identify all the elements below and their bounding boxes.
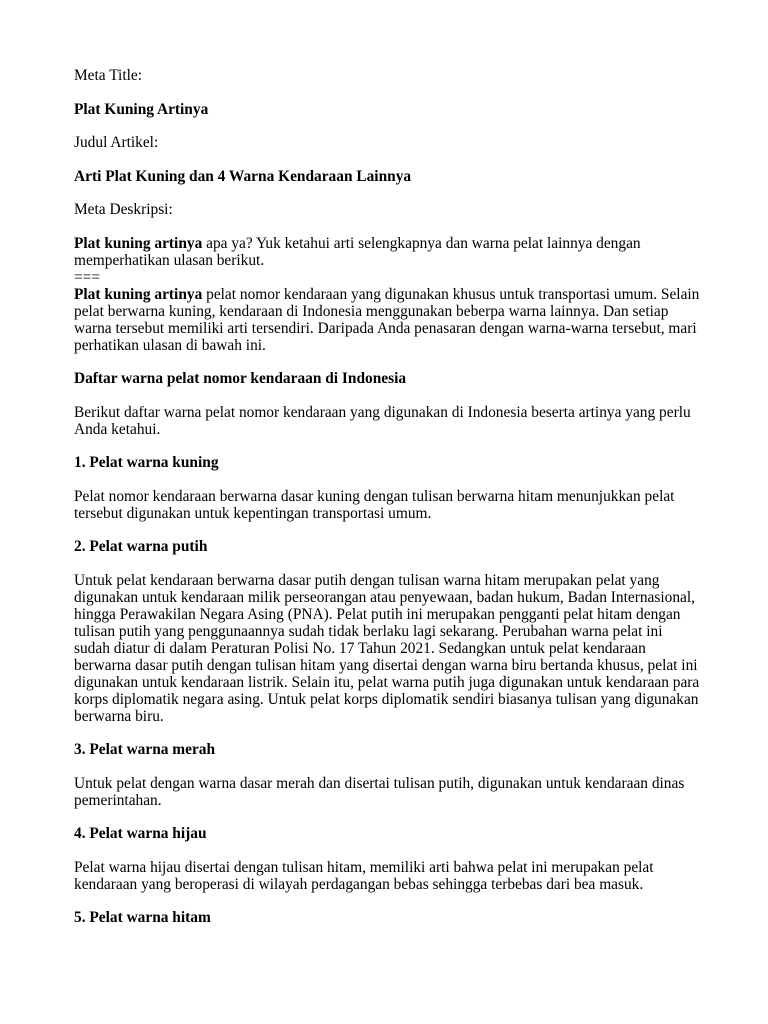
section-body-red: Untuk pelat dengan warna dasar merah dan disertai tulisan putih, digunakan untuk kendaraan dinas pemerintahan. xyxy=(74,774,685,809)
section-heading-yellow: 1. Pelat warna kuning xyxy=(74,454,219,471)
meta-title: Plat Kuning Artinya xyxy=(74,100,209,118)
section-body-white: Untuk pelat kendaraan berwarna dasar putih dengan tulisan warna hitam merupakan pelat yang digunakan untuk kendaraan milik perseorangan atau penyewaan, badan hukum, Badan Internasional, hingga Perawakilan Negara Asing (PNA). Pelat putih ini merupakan pengganti pelat hitam dengan tulisan putih yang penggunaannya sudah tidak berlaku lagi sekarang. Perubahan warna pelat ini sudah diatur di dalam Peraturan Polisi No. 17 Tahun 2021. Sedangkan untuk pelat kendaraan berwarna dasar putih dengan tulisan hitam yang disertai dengan warna biru bertanda khusus, pelat ini digunakan untuk kendaraan listrik. Selain itu, pelat warna putih juga digunakan untuk kendaraan para korps diplomatik negara asing. Untuk pelat korps diplomatik sendiri biasanya tulisan yang digunakan berwarna biru. xyxy=(74,571,700,725)
section-body-yellow: Pelat nomor kendaraan berwarna dasar kuning dengan tulisan berwarna hitam menunjukkan pelat tersebut digunakan untuk kepentingan transportasi umum. xyxy=(74,487,675,522)
meta-description-keyword: Plat kuning artinya xyxy=(74,234,203,252)
document-page xyxy=(74,67,700,943)
article-title-label: Judul Artikel: xyxy=(74,134,159,151)
meta-description xyxy=(74,235,700,269)
intro-keyword: Plat kuning artinya xyxy=(74,285,203,303)
section-heading-white: 2. Pelat warna putih xyxy=(74,538,208,555)
section-body-green: Pelat warna hijau disertai dengan tulisan hitam, memiliki arti bahwa pelat ini merupakan pelat kendaraan yang beroperasi di wilayah perdagangan bebas sehingga terbebas dari bea masuk. xyxy=(74,858,654,893)
meta-description-label: Meta Deskripsi: xyxy=(74,201,173,218)
meta-description-text: apa ya? Yuk ketahui arti selengkapnya dan warna pelat lainnya dengan memperhatikan ulasan berikut. xyxy=(74,234,641,269)
list-intro: Berikut daftar warna pelat nomor kendaraan yang digunakan di Indonesia beserta artinya yang perlu Anda ketahui. xyxy=(74,403,691,438)
article-title: Arti Plat Kuning dan 4 Warna Kendaraan Lainnya xyxy=(74,167,412,185)
intro-text: pelat nomor kendaraan yang digunakan khusus untuk transportasi umum. Selain pelat berwarna kuning, kendaraan di Indonesia menggunakan beberpa warna lainnya. Dan setiap warna tersebut memiliki arti tersendiri. Daripada Anda penasaran dengan warna-warna tersebut, mari perhatikan ulasan di bawah ini. xyxy=(74,285,700,354)
section-heading-black: 5. Pelat warna hitam xyxy=(74,909,211,926)
intro-paragraph xyxy=(74,286,700,354)
meta-title-label: Meta Title: xyxy=(74,67,142,84)
separator: === xyxy=(74,268,101,286)
list-heading: Daftar warna pelat nomor kendaraan di Indonesia xyxy=(74,370,407,387)
section-heading-green: 4. Pelat warna hijau xyxy=(74,825,207,842)
section-heading-red: 3. Pelat warna merah xyxy=(74,741,216,758)
